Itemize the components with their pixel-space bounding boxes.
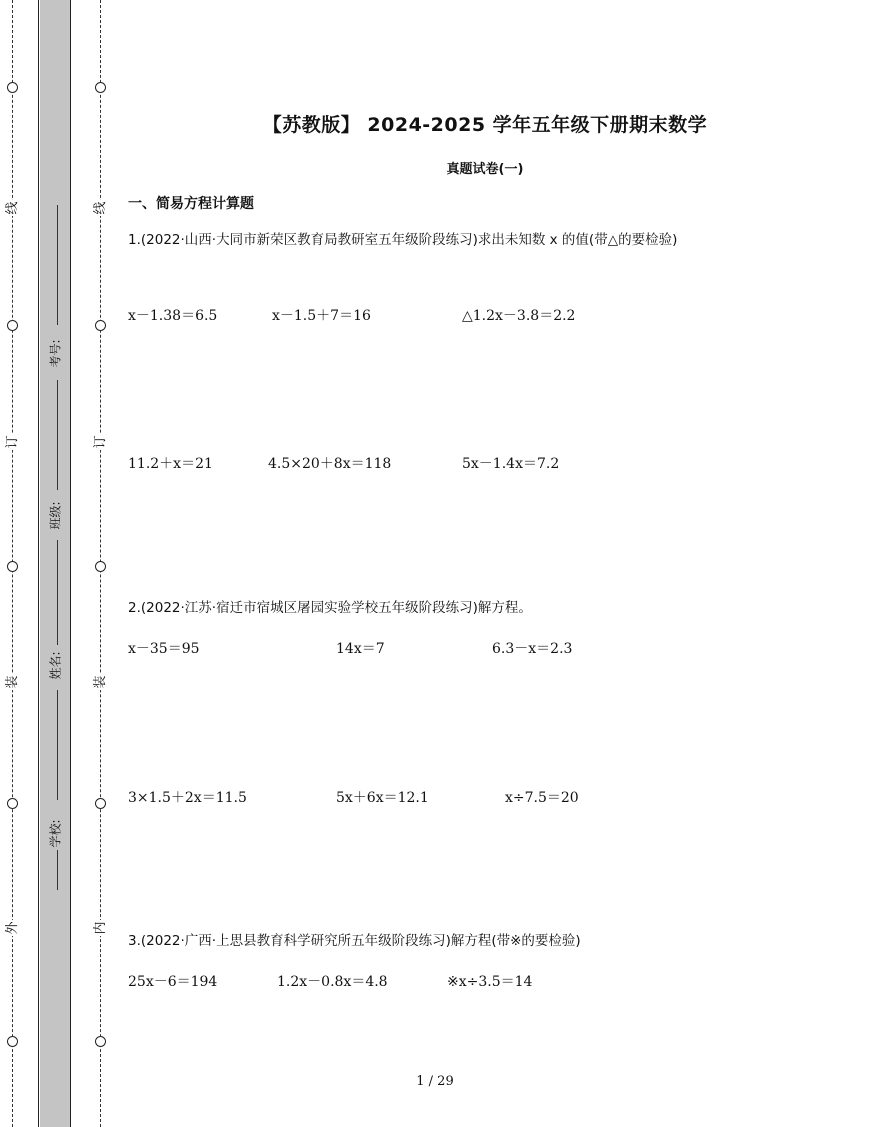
equation: 25x－6＝194 [128, 974, 218, 990]
equation: x÷7.5＝20 [505, 790, 579, 806]
margin-char: 装 [93, 675, 108, 689]
page-title: 【苏教版】 2024-2025 学年五年级下册期末数学 [262, 114, 708, 136]
page-subtitle: 真题试卷(一) [446, 162, 524, 177]
equation: 14x＝7 [336, 641, 385, 657]
section-heading: 一、简易方程计算题 [128, 196, 254, 212]
fill-line [57, 690, 58, 800]
fill-line [57, 380, 58, 490]
equation: 3×1.5＋2x＝11.5 [128, 790, 247, 806]
margin-char: 线 [93, 201, 108, 215]
binding-hole [95, 1036, 106, 1047]
equation: △1.2x－3.8＝2.2 [462, 308, 576, 324]
margin-char: 内 [93, 921, 108, 935]
equation: 5x－1.4x＝7.2 [462, 456, 560, 472]
binding-hole [95, 320, 106, 331]
fill-line [57, 540, 58, 645]
binding-hole [7, 798, 18, 809]
binding-hole [7, 82, 18, 93]
binding-band [40, 0, 70, 1127]
equation: 6.3－x＝2.3 [492, 641, 573, 657]
question-1-text: 1.(2022·山西·大同市新荣区教育局教研室五年级阶段练习)求出未知数 x 的值(带△的要检验) [128, 232, 678, 248]
equation: 11.2＋x＝21 [128, 456, 213, 472]
binding-hole [7, 561, 18, 572]
binding-hole [95, 561, 106, 572]
margin-char: 线 [5, 201, 20, 215]
equation: x－1.38＝6.5 [128, 308, 218, 324]
equation: x－35＝95 [128, 641, 200, 657]
question-3-text: 3.(2022·广西·上思县教育科学研究所五年级阶段练习)解方程(带※的要检验) [128, 933, 581, 949]
name-label: 姓名: [48, 650, 63, 680]
equation: 4.5×20＋8x＝118 [268, 456, 392, 472]
page-number: 1 / 29 [416, 1074, 454, 1089]
binding-hole [7, 320, 18, 331]
binding-line-left [38, 0, 39, 1127]
binding-hole [7, 1036, 18, 1047]
margin-char: 装 [5, 675, 20, 689]
margin-char: 订 [93, 435, 108, 449]
class-label: 班级: [48, 500, 63, 530]
binding-hole [95, 798, 106, 809]
fill-line [57, 205, 58, 325]
margin-char: 外 [5, 921, 20, 935]
equation: 5x＋6x＝12.1 [336, 790, 429, 806]
margin-char: 订 [5, 435, 20, 449]
school-label: 学校: [48, 818, 63, 848]
exam-number-label: 考号: [48, 338, 63, 368]
equation: 1.2x－0.8x＝4.8 [277, 974, 388, 990]
equation: x－1.5＋7＝16 [272, 308, 371, 324]
question-2-text: 2.(2022·江苏·宿迁市宿城区屠园实验学校五年级阶段练习)解方程。 [128, 600, 532, 616]
fill-line [57, 850, 58, 890]
equation: ※x÷3.5＝14 [447, 974, 533, 990]
binding-hole [95, 82, 106, 93]
binding-line-right [70, 0, 71, 1127]
